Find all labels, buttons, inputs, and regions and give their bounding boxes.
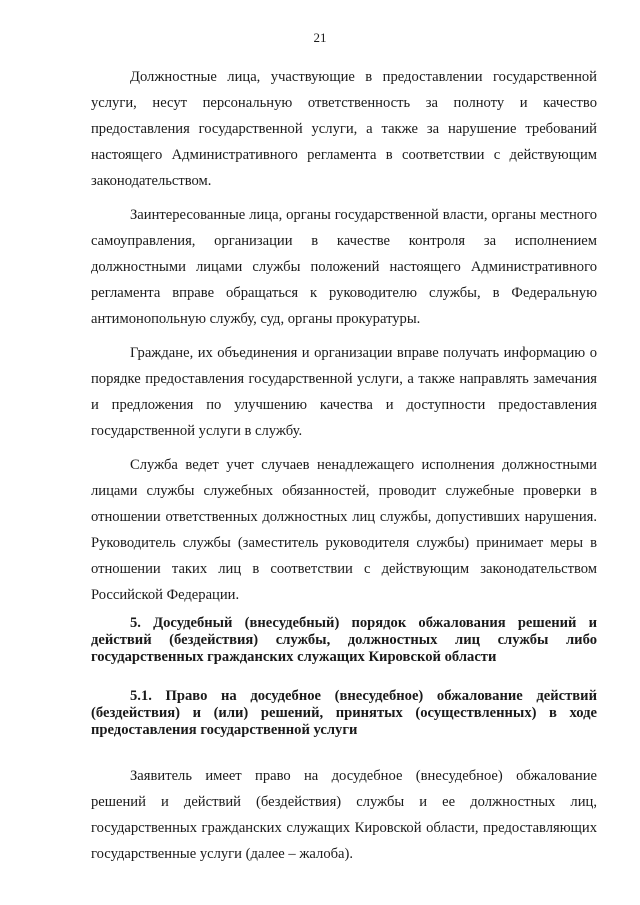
section-heading-5: 5. Досудебный (внесудебный) порядок обжалования решений и действий (бездействия) службы, должностных лиц службы либо государственных гражданских служащих Кировской области [91, 615, 597, 665]
paragraph-officials-responsibility: Должностные лица, участвующие в предоставлении государственной услуги, несут персональную ответственность за полноту и качество предоставления государственной услуги, а также за нарушение требований настоящего Административного регламента в соответствии с действующим законодательством. [91, 69, 597, 189]
paragraph-interested-parties: Заинтересованные лица, органы государственной власти, органы местного самоуправления, организации в качестве контроля за исполнением должностными лицами службы положений настоящего Административного регламента вправе обращаться к руководителю службы, в Федеральную антимонопольную службу, суд, органы прокуратуры. [91, 207, 597, 327]
paragraph-citizens-rights: Граждане, их объединения и организации вправе получать информацию о порядке предоставления государственной услуги, а также направлять замечания и предложения по улучшению качества и доступности предоставления государственной услуги в службу. [91, 345, 597, 439]
paragraph-applicant-right: Заявитель имеет право на досудебное (внесудебное) обжалование решений и действий (бездействия) службы и ее должностных лиц, государственных гражданских служащих Кировской области, предоставляющих государственные услуги (далее – жалоба). [91, 768, 597, 862]
page-content [91, 64, 597, 867]
page-number: 21 [313, 30, 327, 45]
section-heading-5-1: 5.1. Право на досудебное (внесудебное) обжалование действий (бездействия) и (или) решений, принятых (осуществленных) в ходе предоставления государственной услуги [91, 688, 597, 738]
paragraph-service-records: Служба ведет учет случаев ненадлежащего исполнения должностными лицами службы служебных обязанностей, проводит служебные проверки в отношении ответственных должностных лиц службы, допустивших нарушения. Руководитель службы (заместитель руководителя службы) принимает меры в отношении таких лиц в соответствии с действующим законодательством Российской Федерации. [91, 457, 597, 603]
